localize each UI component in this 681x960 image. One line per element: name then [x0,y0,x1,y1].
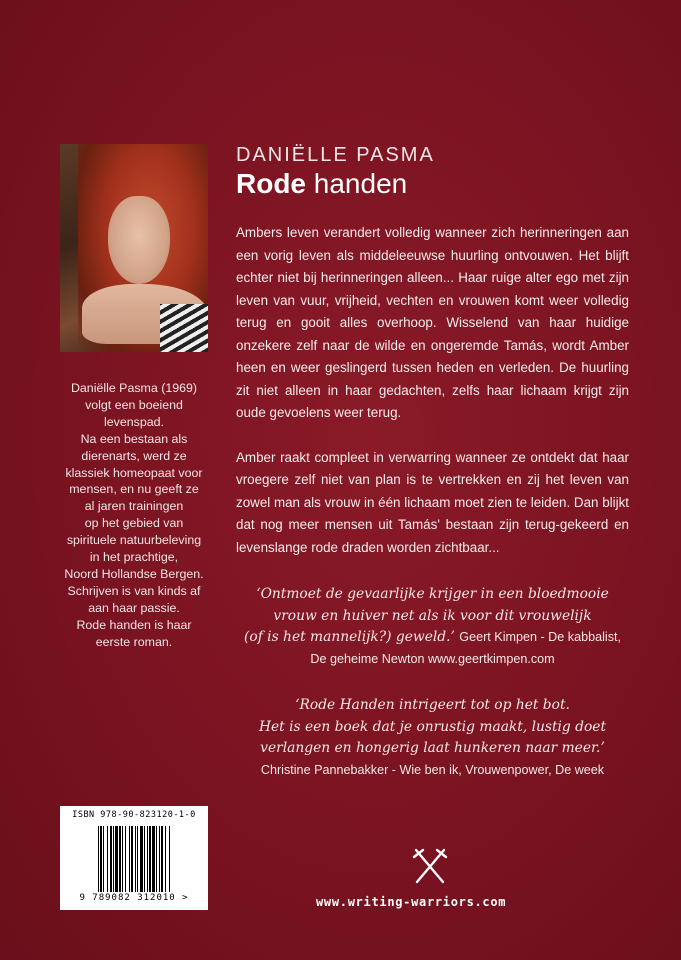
bio-line: Na een bestaan als [80,431,188,446]
bio-line: eerste roman. [95,634,173,649]
quote-source: Christine Pannebakker - Wie ben ik, Vrouwenpower, De week [260,762,605,777]
bio-line: al jaren trainingen [84,499,184,514]
bio-line: levenspad. [104,414,164,429]
isbn-barcode [60,806,208,910]
review-quote-1 [236,584,629,670]
quote-line: (of is het mannelijk?) geweld.’ [244,629,455,645]
quote-source: Geert Kimpen - De kabbalist, [459,630,621,644]
quote-line: vrouw en huiver net als ik voor dit vrouwelijk [273,607,592,624]
author-photo [60,144,208,352]
author-bio [60,380,208,651]
bio-line: volgt een boeiend [85,397,183,412]
blurb-paragraph: Ambers leven verandert volledig wanneer zich herinneringen aan een vorig leven als middeleeuwse huurling ontvouwen. Het blijft echter niet bij herinneringen alleen... Haar ruige alter ego met zijn leven van vuur, vrijheid, vechten en vrouwen komt weer volledig terug en gooit alles overhoop. Wisselend van haar huidige onzekere zelf naar de wilde en ongeremde Tamás, wordt Amber heen en weer geslingerd tussen heden en verleden. De huurling zit niet alleen in haar gedachten, zelfs haar lichaam krijgt zijn oude gevoelens weer terug. [236,225,629,420]
bio-line: Daniëlle Pasma (1969) [70,381,198,395]
bio-line: aan haar passie. [88,600,180,615]
bio-line: Schrijven is van kinds af [67,583,201,598]
blurb-paragraph: Amber raakt compleet in verwarring wanneer ze ontdekt dat haar vroegere zelf niet van plan is te vertrekken en zij het leven van zowel man als vrouw in één lichaam moet zien te leiden. Dan blijkt dat nog meer mensen uit Tamás' bestaan zijn terug-gekeerd en levenslange rode draden worden zichtbaar... [236,449,629,555]
title-rest: handen [313,168,408,199]
quote-line: ‘Ontmoet de gevaarlijke krijger in een bloedmooie [256,586,609,602]
bio-line: dierenarts, werd ze [81,448,187,463]
quote-line: verlangen en hongerig laat hunkeren naar meer.’ [260,740,605,756]
quote-line: Het is een boek dat je onrustig maakt, lustig doet [258,718,606,735]
bio-line: in het prachtige, [89,550,179,565]
title-bold: Rode [236,168,306,199]
quote-line: ‘Rode Handen intrigeert tot op het bot. [295,697,570,713]
quote-source-2: De geheime Newton www.geertkimpen.com [310,651,555,666]
author-name: DANIËLLE PASMA [236,144,435,166]
bio-line: op het gebied van [84,516,184,531]
barcode-number: 9 789082 312010 > [79,893,189,903]
crossed-swords-icon [410,846,450,886]
bio-line: Rode handen is haar [76,617,192,632]
bio-line: klassiek homeopaat voor [65,465,203,480]
isbn-text: ISBN 978-90-823120-1-0 [72,810,196,820]
book-title [236,168,407,200]
blurb [236,222,629,581]
bio-line: mensen, en nu geeft ze [69,482,199,497]
review-quote-2 [236,695,629,781]
barcode-bars [66,826,202,892]
publisher-website[interactable]: www.writing-warriors.com [316,895,507,909]
bio-line: spirituele natuurbeleving [66,533,202,548]
bio-line: Noord Hollandse Bergen. [64,566,204,581]
